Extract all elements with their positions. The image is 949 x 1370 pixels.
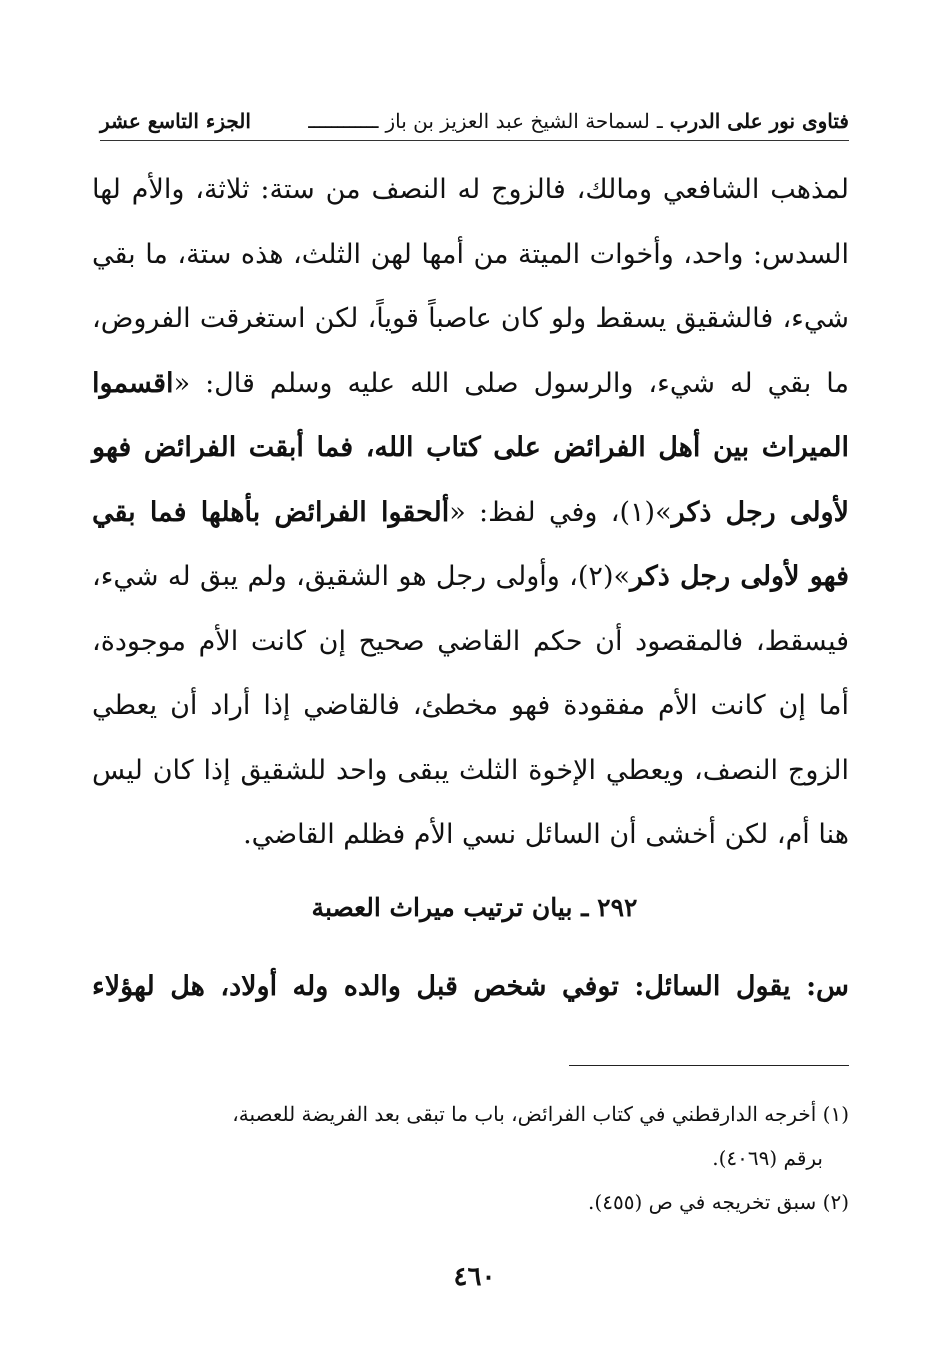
answer-text-2: ، وفي لفظ: « <box>449 496 620 528</box>
answer-paragraph <box>92 158 849 868</box>
header-separator: ـ <box>656 109 663 133</box>
question-text: يقول السائل: توفي شخص قبل والده وله أولاد، هل لهؤلاء <box>92 971 791 1002</box>
main-text <box>92 158 849 868</box>
header-divider <box>100 140 849 141</box>
page-number: ٤٦٠ <box>453 1262 496 1292</box>
header-title <box>308 109 849 133</box>
answer-text-1: لمذهب الشافعي ومالك، فالزوج له النصف من ستة: ثلاثة، والأم لها السدس: واحد، وأخوات الميتة من أمها لهن الثلث، هذه ستة، ما بقي شيء، فالشقيق يسقط ولو كان عاصباً قوياً، لكن استغرقت الفروض، ما بقي له شيء، والرسول صلى الله عليه وسلم قال: « <box>92 174 849 399</box>
header-book-title: فتاوى نور على الدرب <box>669 109 849 133</box>
footnote-1: (١) أخرجه الدارقطني في كتاب الفرائض، باب ما تبقى بعد الفريضة للعصبة، <box>232 1102 849 1126</box>
header-rule: ــــــــــــ <box>308 109 379 133</box>
footnote-1-continued: برقم (٤٠٦٩). <box>712 1146 823 1170</box>
running-header <box>100 104 849 138</box>
question-line <box>92 962 849 1012</box>
section-heading: ٢٩٢ ـ بيان ترتيب ميراث العصبة <box>311 893 638 922</box>
question-label: س: <box>806 971 849 1002</box>
header-author: لسماحة الشيخ عبد العزيز بن باز <box>385 109 650 133</box>
footnotes <box>92 1092 849 1224</box>
hadith-quote-2: ألحقوا الفرائض بأهلها فما بقي فهو لأولى رجل ذكر <box>92 496 849 592</box>
footnote-2: (٢) سبق تخريجه في ص (٤٥٥). <box>588 1190 849 1214</box>
footnote-ref-1: »(١) <box>619 496 672 528</box>
footnote-ref-2: »(٢) <box>577 561 630 592</box>
header-volume: الجزء التاسع عشر <box>100 109 251 133</box>
footnote-divider <box>569 1065 849 1066</box>
hadith-quote-1: اقسموا الميراث بين أهل الفرائض على كتاب الله، فما أبقت الفرائض فهو لأولى رجل ذكر <box>92 367 849 528</box>
answer-text-3: ، وأولى رجل هو الشقيق، ولم يبق له شيء، فيسقط، فالمقصود أن حكم القاضي صحيح إن كانت الأم موجودة، أما إن كانت الأم مفقودة فهو مخطئ، فالقاضي إذا أراد أن يعطي الزوج النصف، ويعطي الإخوة الثلث يبقى واحد للشقيق إذا كان ليس هنا أم، لكن أخشى أن السائل نسي الأم فظلم القاضي. <box>92 561 849 850</box>
